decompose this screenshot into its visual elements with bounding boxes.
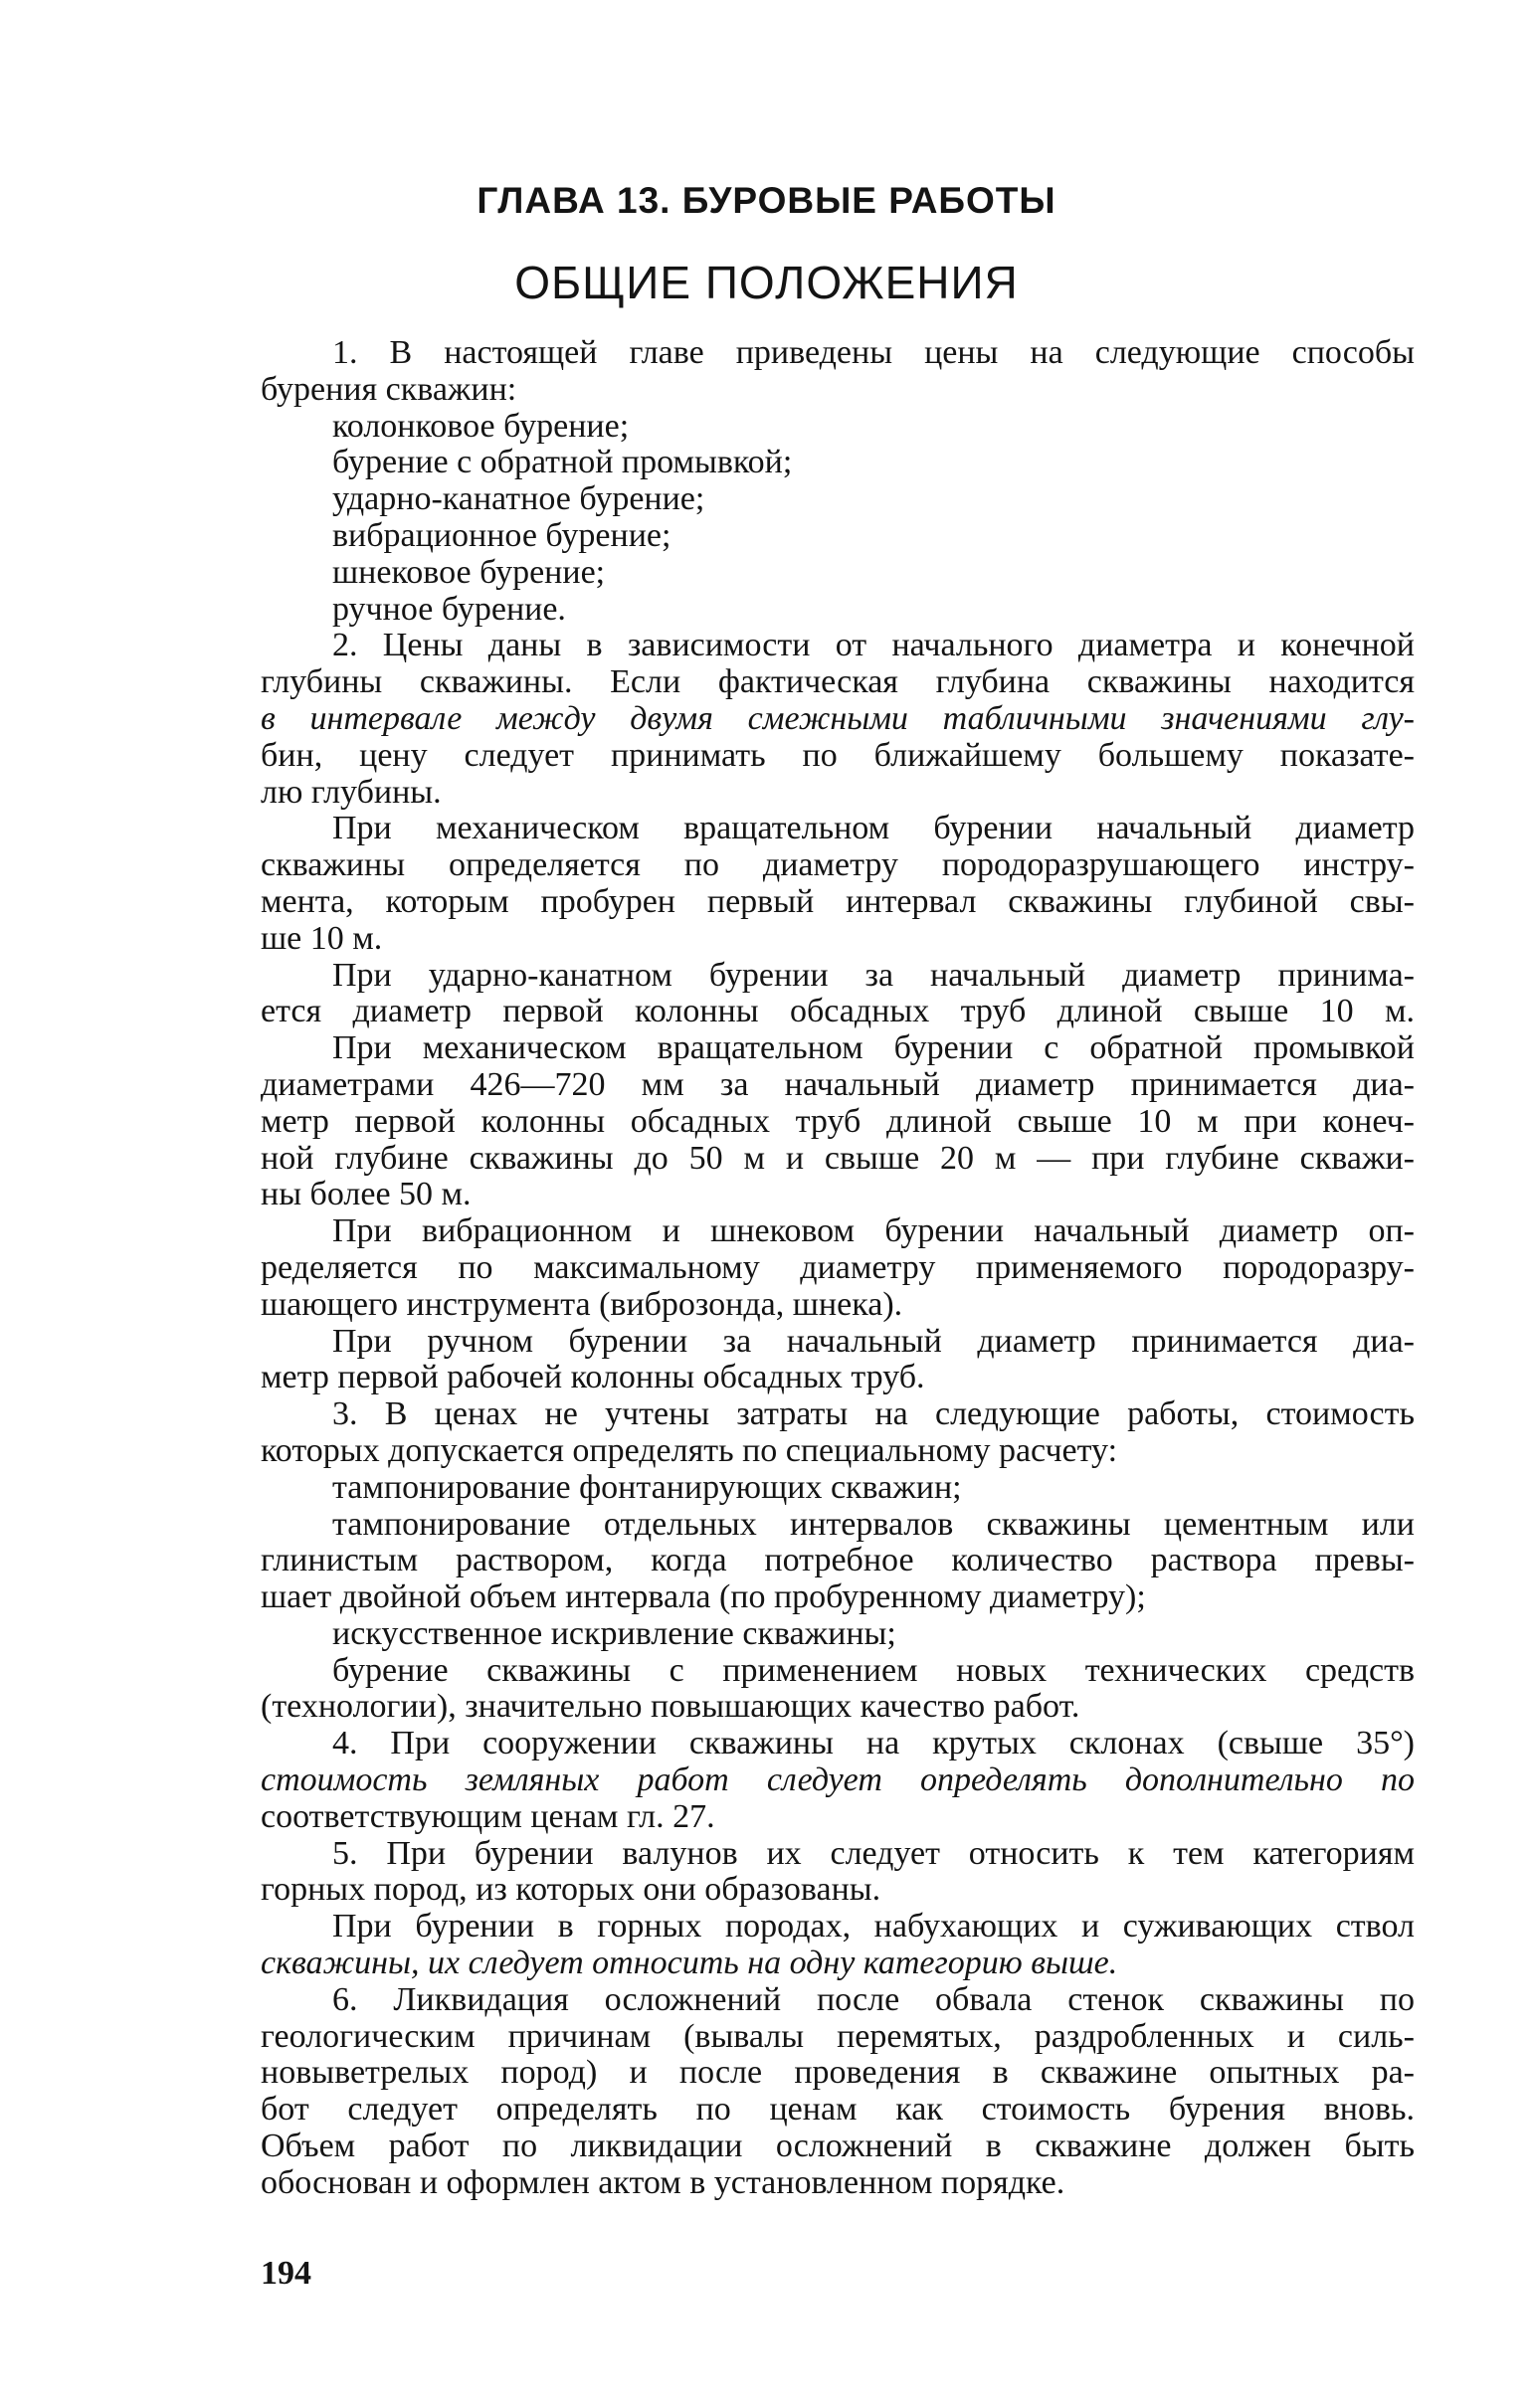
text-line: ше 10 м. (261, 919, 383, 957)
text-line: геологическим причинам (вывалы перемятых, раздробленных и силь- (261, 2017, 1415, 2055)
text-line: скважины определяется по диаметру породоразрушающего инстру- (261, 846, 1415, 884)
text-line: бурения скважин: (261, 370, 517, 408)
text-line: (технологии), значительно повышающих качество работ. (261, 1688, 1080, 1726)
text-line: в интервале между двумя смежными табличными значениями глу- (261, 699, 1415, 737)
text-line: ется диаметр первой колонны обсадных труб длиной свыше 10 м. (261, 993, 1415, 1030)
text-line: глинистым раствором, когда потребное количество раствора превы- (261, 1542, 1415, 1579)
text-line: лю глубины. (261, 773, 442, 811)
text-line: 5. При бурении валунов их следует относить к тем категориям (332, 1834, 1415, 1872)
text-line: При механическом вращательном бурении начальный диаметр (332, 810, 1415, 847)
text-line: ны более 50 м. (261, 1176, 472, 1213)
text-line: тампонирование отдельных интервалов скважины цементным или (332, 1505, 1415, 1543)
text-line: ручное бурение. (332, 590, 566, 628)
text-line: колонковое бурение; (332, 407, 630, 445)
text-line: При ударно-канатном бурении за начальный диаметр принима- (332, 956, 1415, 994)
text-line: соответствующим ценам гл. 27. (261, 1797, 715, 1835)
text-line: ределяется по максимальному диаметру применяемого породоразру- (261, 1248, 1415, 1286)
body-text (261, 335, 1415, 2202)
text-line: При вибрационном и шнековом бурении начальный диаметр оп- (332, 1212, 1415, 1250)
chapter-title: ГЛАВА 13. БУРОВЫЕ РАБОТЫ (477, 180, 1056, 221)
text-line: бот следует определять по ценам как стоимость бурения вновь. (261, 2091, 1415, 2129)
text-line: бин, цену следует принимать по ближайшему большему показате- (261, 736, 1415, 774)
text-line: стоимость земляных работ следует определять дополнительно по (261, 1761, 1415, 1799)
text-line: вибрационное бурение; (332, 516, 671, 554)
text-line: метр первой рабочей колонны обсадных труб. (261, 1359, 925, 1396)
text-line: обоснован и оформлен актом в установленном порядке. (261, 2163, 1065, 2201)
text-line: новыветрелых пород) и после проведения в скважине опытных ра- (261, 2054, 1415, 2092)
text-line: глубины скважины. Если фактическая глубина скважины находится (261, 663, 1415, 701)
text-line: шает двойной объем интервала (по пробуренному диаметру); (261, 1578, 1146, 1616)
text-line: бурение скважины с применением новых технических средств (332, 1651, 1415, 1689)
text-line: искусственное искривление скважины; (332, 1614, 896, 1652)
page-number: 194 (261, 2255, 311, 2292)
text-line: Объем работ по ликвидации осложнений в скважине должен быть (261, 2128, 1415, 2165)
text-line: 6. Ликвидация осложнений после обвала стенок скважины по (332, 1980, 1415, 2018)
text-line: При механическом вращательном бурении с обратной промывкой (332, 1029, 1415, 1067)
section-title: ОБЩИЕ ПОЛОЖЕНИЯ (514, 257, 1019, 308)
text-line: При бурении в горных породах, набухающих и суживающих ствол (332, 1908, 1415, 1945)
text-line: скважины, их следует относить на одну категорию выше. (261, 1945, 1118, 1982)
text-line: шающего инструмента (виброзонда, шнека). (261, 1285, 903, 1323)
text-line: бурение с обратной промывкой; (332, 444, 793, 481)
text-line: При ручном бурении за начальный диаметр принимается диа- (332, 1322, 1415, 1360)
text-line: 3. В ценах не учтены затраты на следующие работы, стоимость (332, 1395, 1415, 1433)
text-line: горных пород, из которых они образованы. (261, 1871, 881, 1909)
text-line: метр первой колонны обсадных труб длиной свыше 10 м при конеч- (261, 1102, 1415, 1140)
text-line: 1. В настоящей главе приведены цены на следующие способы (332, 334, 1415, 371)
text-line: шнековое бурение; (332, 553, 606, 591)
text-line: тампонирование фонтанирующих скважин; (332, 1468, 962, 1506)
text-line: которых допускается определять по специальному расчету: (261, 1431, 1118, 1469)
text-line: ударно-канатное бурение; (332, 480, 705, 518)
text-line: 4. При сооружении скважины на крутых склонах (свыше 35°) (332, 1725, 1415, 1762)
text-line: мента, которым пробурен первый интервал скважины глубиной свы- (261, 882, 1415, 920)
text-line: диаметрами 426—720 мм за начальный диаметр принимается диа- (261, 1065, 1415, 1103)
text-line: ной глубине скважины до 50 м и свыше 20 м — при глубине скважи- (261, 1139, 1415, 1177)
text-line: 2. Цены даны в зависимости от начального диаметра и конечной (332, 627, 1415, 664)
